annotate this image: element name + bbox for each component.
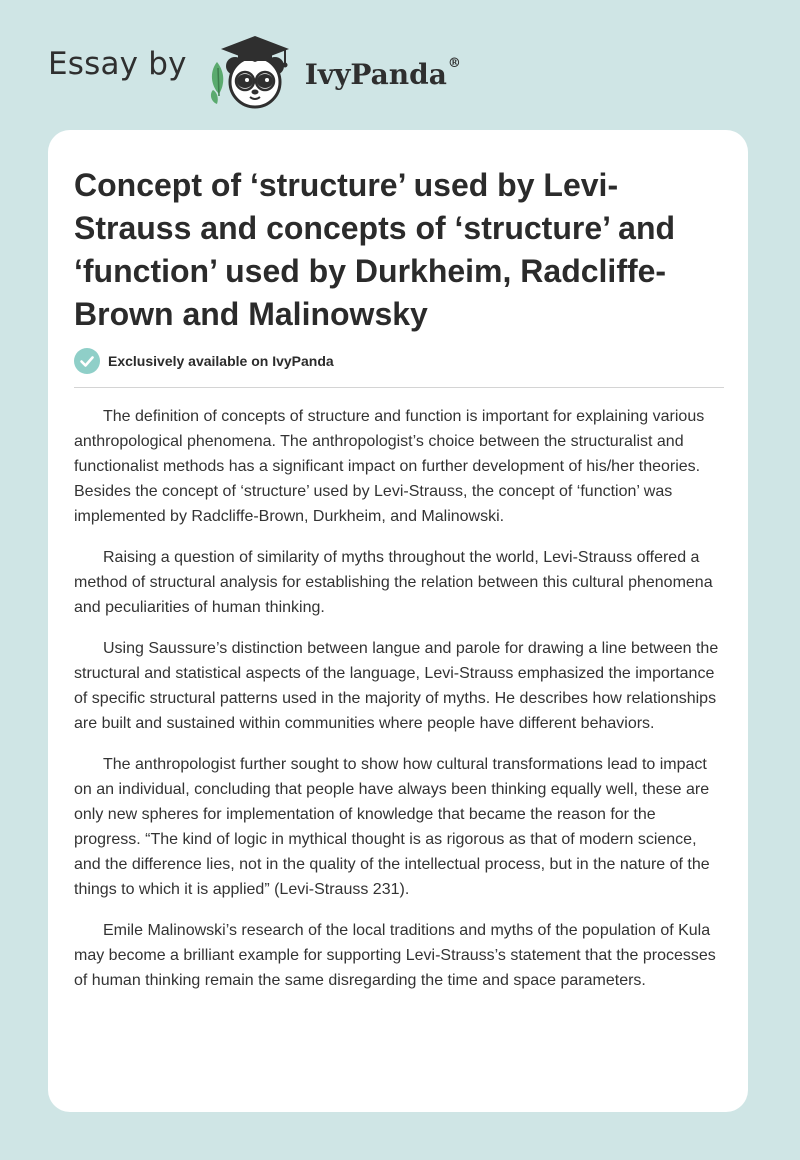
paragraph: Raising a question of similarity of myths throughout the world, Levi-Strauss offered a method of structural analysis for establishing the relation between this cultural phenomena and peculiarities of human thinking. <box>74 549 713 616</box>
exclusive-badge-text: Exclusively available on IvyPanda <box>108 353 334 369</box>
essay-body <box>74 404 724 1009</box>
check-circle-icon <box>74 348 100 374</box>
essay-by-label: Essay by <box>48 46 187 82</box>
panda-graduate-icon <box>205 32 301 112</box>
paragraph: The anthropologist further sought to show how cultural transformations lead to impact on an individual, concluding that people have always been thinking equally well, these are only new spheres for implementation of knowledge that became the reason for the progress. “The kind of logic in mythical thought is as rigorous as that of modern science, and the difference lies, not in the quality of the intellectual process, but in the nature of the things to which it is applied” (Levi-Strauss 231). <box>74 756 710 898</box>
paragraph: The definition of concepts of structure and function is important for explaining various anthropological phenomena. The anthropologist’s choice between the structuralist and functionalist methods has a significant impact on further development of his/her theories. Besides the concept of ‘structure’ used by Levi-Strauss, the concept of ‘function’ was implemented by Radcliffe-Brown, Durkheim, and Malinowski. <box>74 408 705 525</box>
site-logo[interactable] <box>48 32 461 112</box>
essay-card <box>48 130 748 1112</box>
essay-title: Concept of ‘structure’ used by Levi-Strauss and concepts of ‘structure’ and ‘function’ used by Durkheim, Radcliffe-Brown and Malinowsky <box>74 167 676 332</box>
paragraph: Emile Malinowski’s research of the local traditions and myths of the population of Kula may become a brilliant example for supporting Levi-Strauss’s statement that the processes of human thinking remain the same disregarding the time and space parameters. <box>74 922 716 989</box>
paragraph: Using Saussure’s distinction between langue and parole for drawing a line between the structural and statistical aspects of the language, Levi-Strauss emphasized the importance of specific structural patterns used in the majority of myths. He describes how relationships are built and sustained within communities where people have different behaviors. <box>74 640 719 732</box>
exclusive-badge <box>74 348 334 374</box>
title-divider <box>74 387 724 388</box>
ivypanda-wordmark: IvyPanda® <box>304 56 461 91</box>
